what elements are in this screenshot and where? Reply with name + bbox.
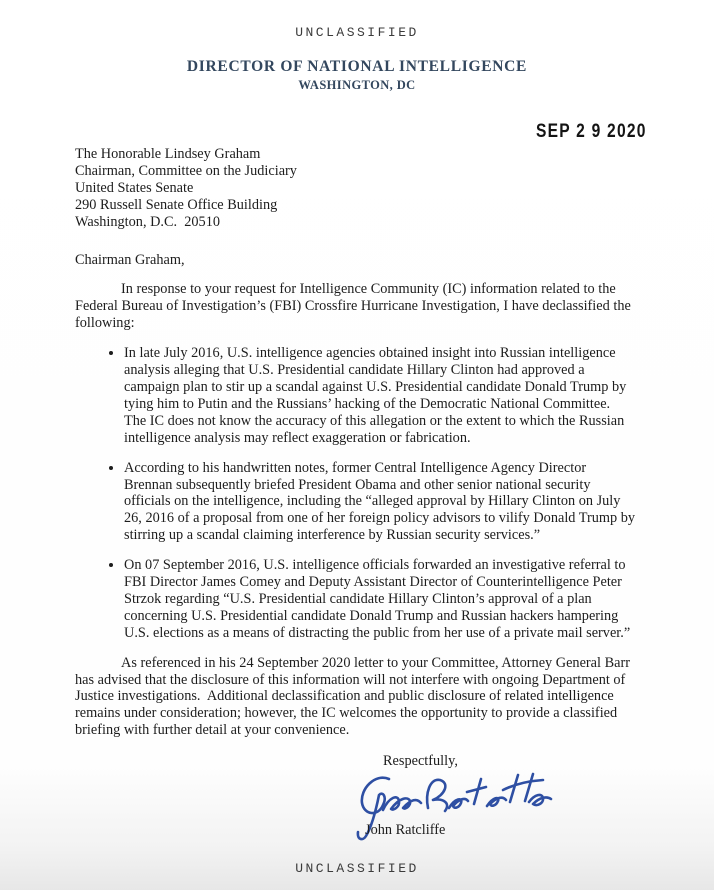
salutation: Chairman Graham, [75,251,185,268]
letterhead [0,58,714,93]
date-stamp: SEP 2 9 2020 [536,121,647,142]
letterhead-location: WASHINGTON, DC [298,78,416,92]
signature-block [357,753,597,839]
bullet-item-1: • In late July 2016, U.S. intelligence agencies obtained insight into Russian intelligence analysis alleging that U.S. Presidential candidate Hillary Clinton had approved a campaign plan to stir up a scandal against U.S. Presidential candidate Donald Trump by tying him to Putin and the Russians’ hacking of the Democratic National Committee. The IC does not know the accuracy of this allegation or the extent to which the Russian intelligence analysis may reflect exaggeration or fabrication. [124,345,636,446]
complimentary-close: Respectfully, [383,753,458,770]
classification-banner-top: UNCLASSIFIED [295,25,419,40]
classification-banner-bottom: UNCLASSIFIED [295,861,419,876]
declassified-points-list [75,345,641,642]
bullet-item-2: • According to his handwritten notes, former Central Intelligence Agency Director Brennan subsequently briefed President Obama and other senior national security officials on the intelligence, including the “alleged approval by Hillary Clinton on July 26, 2016 of a proposal from one of her foreign policy advisors to vilify Donald Trump by stirring up a scandal claiming interference by Russian security services.” [124,460,636,545]
recipient-name: The Honorable Lindsey Graham [75,146,261,162]
letterhead-org: DIRECTOR OF NATIONAL INTELLIGENCE [186,58,528,75]
letter-body [75,146,641,839]
recipient-address [75,146,641,231]
bullet-item-3: • On 07 September 2016, U.S. intelligence officials forwarded an investigative referral to FBI Director James Comey and Deputy Assistant Director of Counterintelligence Peter Strzok regarding “U.S. Presidential candidate Hillary Clinton’s approval of a plan concerning U.S. Presidential candidate Donald Trump and Russian hackers hampering U.S. elections as a means of distracting the public from her use of a private mail server.” [124,557,636,642]
recipient-street: 290 Russell Senate Office Building [75,196,278,213]
recipient-title: Chairman, Committee on the Judiciary [75,162,297,179]
recipient-city: Washington, D.C. 20510 [75,213,220,230]
recipient-org: United States Senate [75,179,194,196]
signer-typed-name: John Ratcliffe [365,822,446,839]
intro-paragraph: In response to your request for Intelligence Community (IC) information related to the Federal Bureau of Investigation’s (FBI) Crossfire Hurricane Investigation, I have declassified the following: [75,281,635,332]
closing-paragraph: As referenced in his 24 September 2020 letter to your Committee, Attorney General Barr has advised that the disclosure of this information will not interfere with ongoing Department of Justice investigations. Additional declassification and public disclosure of related intelligence remains under consideration; however, the IC welcomes the opportunity to provide a classified briefing with further detail at your convenience. [75,654,634,739]
